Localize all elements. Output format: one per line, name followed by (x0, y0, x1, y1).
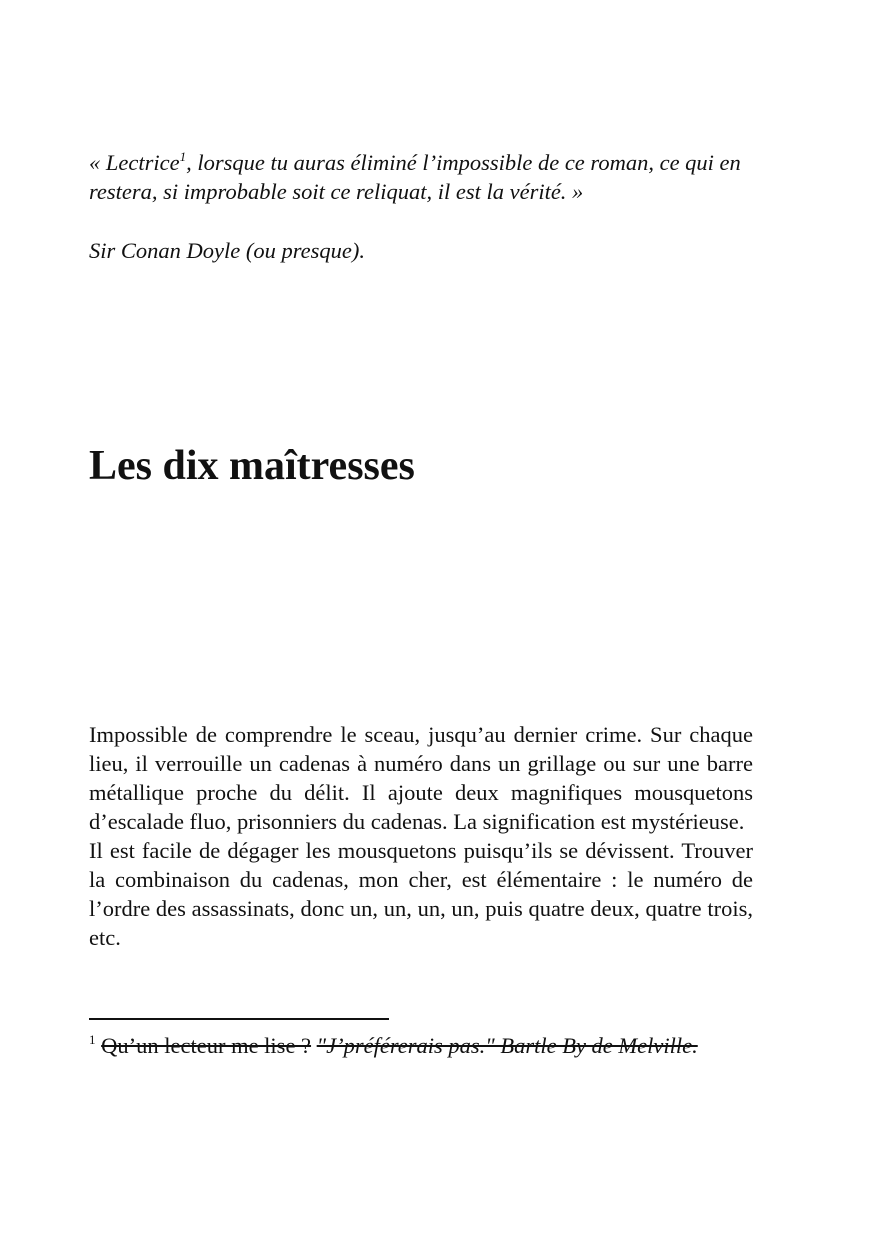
epigraph (89, 148, 757, 206)
body-text (89, 720, 753, 952)
epigraph-text: , lorsque tu auras éliminé l’impossible de ce roman, ce qui en restera, si improbable soit ce reliquat, il est la vérité. » (89, 150, 741, 204)
footnote-quote: "J’préférerais pas." Bartle By de Melville. (316, 1033, 698, 1058)
epigraph-attribution: Sir Conan Doyle (ou presque). (89, 238, 365, 263)
epigraph-footnote-ref[interactable]: 1 (179, 149, 187, 164)
footnote-text: Qu’un lecteur me lise ? (101, 1033, 312, 1058)
footnote-separator (89, 1018, 389, 1020)
body-paragraph-1: Impossible de comprendre le sceau, jusqu’au dernier crime. Sur chaque lieu, il verrouille un cadenas à numéro dans un grillage ou sur une barre métallique proche du délit. Il ajoute deux magnifiques mousquetons d’escalade fluo, prisonniers du cadenas. La signification est mystérieuse. (89, 722, 753, 834)
epigraph-open: « Lectrice (89, 150, 180, 175)
body-paragraph-2: Il est facile de dégager les mousquetons puisqu’ils se dévissent. Trouver la combinaison du cadenas, mon cher, est élémentaire : le numéro de l’ordre des assassinats, donc un, un, un, un, puis quatre deux, quatre trois, etc. (89, 838, 753, 950)
footnote-number: 1 (89, 1032, 96, 1047)
footnote (89, 1031, 709, 1061)
chapter-title: Les dix maîtresses (89, 443, 415, 489)
